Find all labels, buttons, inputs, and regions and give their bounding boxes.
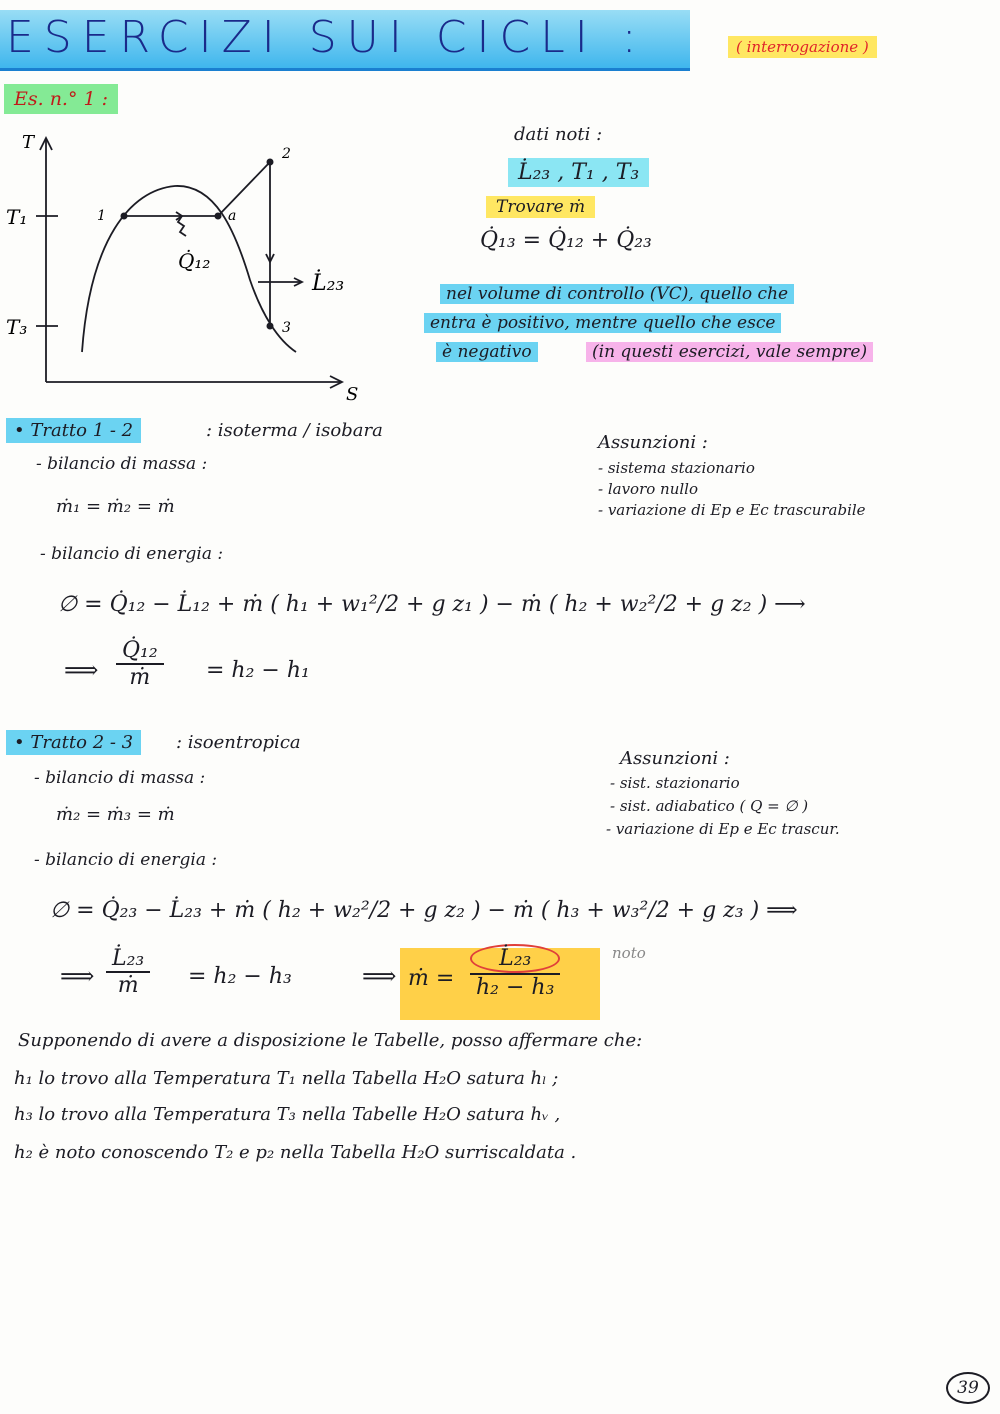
- given-label: dati noti :: [514, 124, 603, 145]
- section2-assumption: - sist. adiabatico ( Q = ∅ ): [610, 797, 809, 815]
- final-result-lhs: ṁ =: [408, 966, 455, 991]
- note-line-2: entra è positivo, mentre quello che esce: [424, 313, 781, 333]
- section2-type: : isoentropica: [176, 732, 301, 753]
- conclusion-line: h₃ lo trovo alla Temperatura T₃ nella Tabelle H₂O satura hᵥ ,: [14, 1104, 561, 1125]
- q12-label: Q̇₁₂: [178, 249, 211, 273]
- section1-title: • Tratto 1 - 2: [6, 418, 141, 443]
- final-result-den: h₂ − h₃: [470, 973, 560, 1000]
- section2-result-arrow: ⟹: [60, 962, 95, 990]
- t-axis-label: T: [22, 132, 35, 153]
- section2-mass-title: - bilancio di massa :: [34, 768, 206, 788]
- point-2-label: 2: [282, 146, 291, 162]
- point-1: [121, 213, 128, 220]
- final-result-num: L̇₂₃: [470, 944, 560, 973]
- point-3: [267, 323, 274, 330]
- point-3-label: 3: [282, 320, 291, 336]
- section1-mass-title: - bilancio di massa :: [36, 454, 208, 474]
- known-note-tag: noto: [612, 944, 646, 962]
- heat-squiggle: [178, 216, 186, 236]
- given-values: L̇₂₃ , T₁ , T₃: [508, 158, 649, 187]
- page-title: ESERCIZI SUI CICLI :: [6, 12, 647, 63]
- conclusion-line: h₂ è noto conoscendo T₂ e p₂ nella Tabella H₂O surriscaldata .: [14, 1142, 577, 1163]
- section1-result-rhs: = h₂ − h₁: [206, 658, 310, 683]
- point-2: [267, 159, 274, 166]
- l23-label: L̇₂₃: [312, 271, 345, 296]
- exercise-label: Es. n.° 1 :: [4, 84, 118, 114]
- point-a-label: a: [228, 208, 237, 224]
- section1-assumption: - lavoro nullo: [598, 480, 698, 498]
- section2-assumption: - variazione di Ep e Ec trascur.: [606, 820, 840, 838]
- section2-assumption: - sist. stazionario: [610, 774, 740, 792]
- section1-assumption: - sistema stazionario: [598, 459, 755, 477]
- ts-diagram: [0, 120, 380, 410]
- section2-assumptions-title: Assunzioni :: [620, 748, 730, 769]
- section2-result-den: ṁ: [106, 971, 150, 998]
- section1-result-den: ṁ: [116, 663, 164, 690]
- section2-title: • Tratto 2 - 3: [6, 730, 141, 755]
- conclusion-intro: Supponendo di avere a disposizione le Tabelle, posso affermare che:: [18, 1030, 643, 1051]
- page-number: 39: [946, 1372, 990, 1404]
- section1-type: : isoterma / isobara: [206, 420, 383, 441]
- final-result-fraction: [470, 944, 560, 1000]
- section1-mass-eq: ṁ₁ = ṁ₂ = ṁ: [56, 496, 175, 517]
- section2-result-num: L̇₂₃: [112, 946, 145, 971]
- section1-result-arrow: ⟹: [64, 656, 99, 684]
- section2-energy-eq: ∅ = Q̇₂₃ − L̇₂₃ + ṁ ( h₂ + w₂²/2 + g z₂ ) − ṁ ( h₃ + w₃²/2 + g z₃ ) ⟹: [50, 898, 798, 923]
- note-line-3b: (in questi esercizi, vale sempre): [586, 342, 873, 362]
- t3-label: T₃: [6, 315, 28, 339]
- section2-energy-title: - bilancio di energia :: [34, 850, 218, 870]
- point-1-label: 1: [97, 208, 106, 224]
- section1-energy-eq: ∅ = Q̇₁₂ − L̇₁₂ + ṁ ( h₁ + w₁²/2 + g z₁ ) − ṁ ( h₂ + w₂²/2 + g z₂ ) ⟶: [58, 592, 806, 617]
- line-a-2: [218, 162, 270, 216]
- section1-energy-title: - bilancio di energia :: [40, 544, 224, 564]
- section1-assumption: - variazione di Ep e Ec trascurabile: [598, 501, 866, 519]
- t1-label: T₁: [6, 205, 28, 229]
- conclusion-line: h₁ lo trovo alla Temperatura T₁ nella Tabella H₂O satura hₗ ;: [14, 1068, 559, 1089]
- section2-implies-arrow: ⟹: [362, 962, 397, 990]
- point-a: [215, 213, 222, 220]
- subtitle: ( interrogazione ): [728, 36, 877, 58]
- section1-result-fraction: [116, 638, 164, 690]
- note-line-3a: è negativo: [436, 342, 538, 362]
- section2-result-fraction: [106, 946, 150, 998]
- note-line-1: nel volume di controllo (VC), quello che: [440, 284, 794, 304]
- section2-result-rhs: = h₂ − h₃: [188, 964, 292, 989]
- section2-mass-eq: ṁ₂ = ṁ₃ = ṁ: [56, 804, 175, 825]
- find-label: Trovare ṁ: [486, 196, 595, 218]
- section1-assumptions-title: Assunzioni :: [598, 432, 708, 453]
- s-axis-label: S: [346, 384, 359, 405]
- section1-result-num: Q̇₁₂: [122, 638, 158, 663]
- heat-balance-equation: Q̇₁₃ = Q̇₁₂ + Q̇₂₃: [480, 228, 652, 253]
